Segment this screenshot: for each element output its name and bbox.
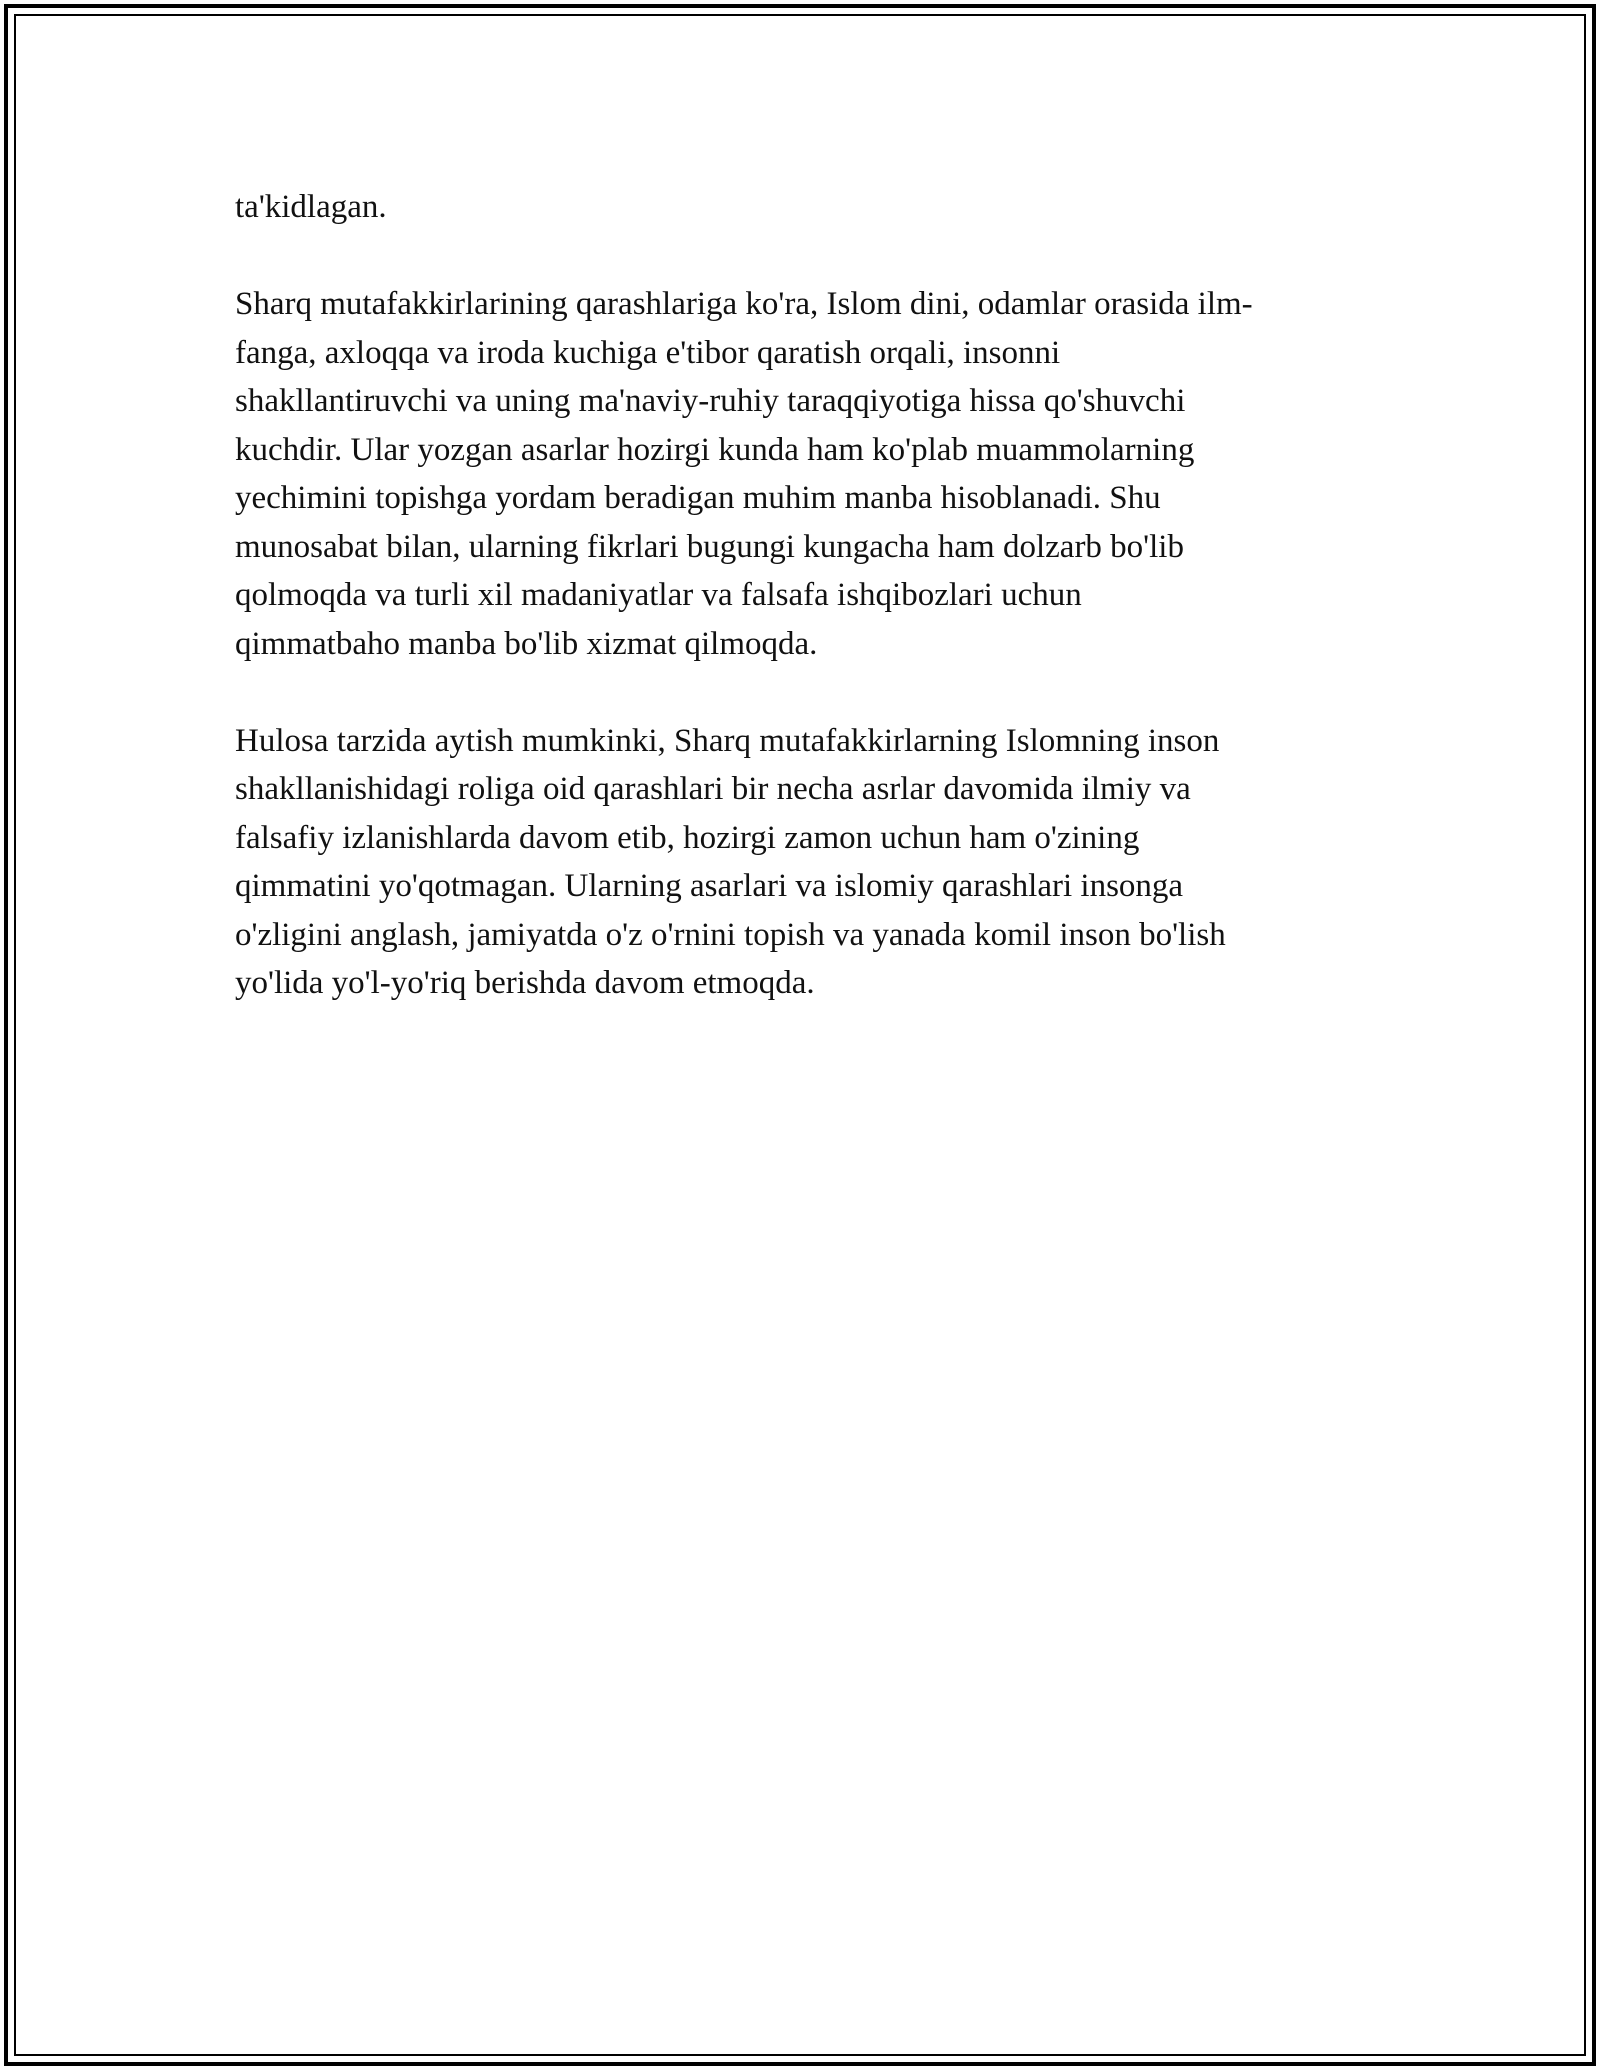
paragraph-continuation: ta'kidlagan.: [235, 189, 387, 225]
paragraph-conclusion: Hulosa tarzida aytish mumkinki, Sharq mutafakkirlarning Islomning inson shakllanishidagi roliga oid qarashlari bir necha asrlar davomida ilmiy va falsafiy izlanishlarda davom etib, hozirgi zamon uchun ham o'zining qimmatini yo'qotmagan. Ularning asarlari va islomiy qarashlari insonga o'zligini anglash, jamiyatda o'z o'rnini topish va yanada komil inson bo'lish yo'lida yo'l-yo'riq berishda davom etmoqda.: [235, 722, 1226, 1001]
document-body: [235, 183, 1375, 1056]
paragraph-sharq-views: Sharq mutafakkirlarining qarashlariga ko'ra, Islom dini, odamlar orasida ilm- fanga, axloqqa va iroda kuchiga e'tibor qaratish orqali, insonni shakllantiruvchi va uning ma'naviy-ruhiy taraqqiyotiga hissa qo'shuvchi kuchdir. Ular yozgan asarlar hozirgi kunda ham ko'plab muammolarning yechimini topishga yordam beradigan muhim manba hisoblanadi. Shu munosabat bilan, ularning fikrlari bugungi kungacha ham dolzarb bo'lib qolmoqda va turli xil madaniyatlar va falsafa ishqibozlari uchun qimmatbaho manba bo'lib xizmat qilmoqda.: [235, 286, 1253, 662]
